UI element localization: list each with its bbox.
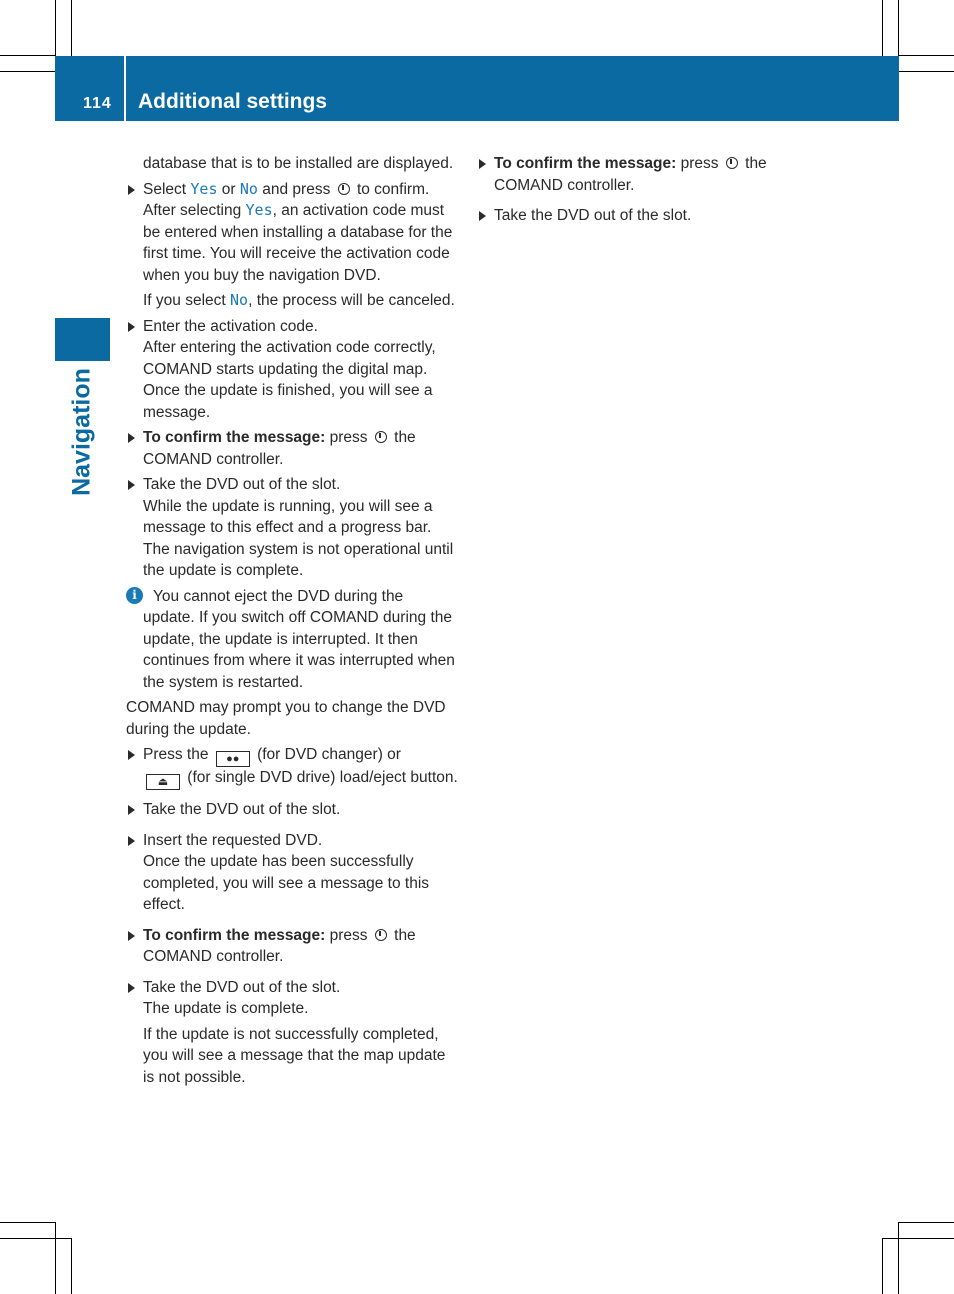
- triangle-bullet-icon: [128, 480, 135, 490]
- step-text: Take the DVD out of the slot.: [494, 207, 692, 224]
- crop-mark: [882, 1238, 883, 1294]
- dvd-changer-button-icon: ●●: [216, 751, 250, 767]
- step-text: the COMAND controller.: [494, 155, 767, 194]
- keyword-yes: Yes: [190, 179, 218, 198]
- info-text: You cannot eject the DVD during the update. If you switch off COMAND during the update, the update is interrupted. It then continues from where it was interrupted when the system is restarted.: [143, 587, 455, 691]
- crop-mark: [55, 0, 56, 56]
- cancel-note: [126, 290, 458, 312]
- crop-mark: [0, 55, 55, 56]
- comand-controller-knob-icon: [726, 157, 738, 169]
- step-result: After entering the activation code correctly, COMAND starts updating the digital map. Once the update is finished, you will see a message.: [143, 339, 436, 421]
- intro-text: database that is to be installed are displayed.: [143, 155, 454, 172]
- step-confirm-message: [126, 427, 458, 470]
- step-result: Once the update has been successfully completed, you will see a message to this effect.: [143, 853, 430, 913]
- crop-mark: [0, 1238, 71, 1239]
- info-note: [126, 586, 458, 694]
- step-bold-label: To confirm the message:: [143, 926, 326, 944]
- step-enter-activation-code: [126, 316, 458, 424]
- step-text: Enter the activation code.: [143, 317, 318, 335]
- crop-mark: [882, 0, 883, 56]
- crop-mark: [55, 1222, 56, 1294]
- step-insert-dvd: [126, 830, 458, 916]
- section-title: Additional settings: [138, 90, 327, 113]
- step-remove-dvd: [126, 474, 458, 582]
- crop-mark: [899, 71, 954, 72]
- side-tab-label: Navigation: [67, 368, 96, 496]
- crop-mark: [899, 1222, 954, 1223]
- crop-mark: [71, 0, 72, 56]
- left-column: [126, 153, 458, 1092]
- step-remove-dvd: [126, 977, 458, 1020]
- crop-mark: [0, 71, 55, 72]
- triangle-bullet-icon: [479, 159, 486, 169]
- step-text: Select: [143, 180, 191, 198]
- step-text: press: [325, 926, 372, 944]
- triangle-bullet-icon: [128, 185, 135, 195]
- crop-mark: [899, 55, 954, 56]
- step-text: (for single DVD drive) load/eject button.: [183, 769, 458, 786]
- step-result: While the update is running, you will see a message to this effect and a progress bar. The navigation system is not operational until the update is complete.: [143, 497, 454, 579]
- triangle-bullet-icon: [128, 805, 135, 815]
- step-press-load-eject: [126, 744, 458, 790]
- triangle-bullet-icon: [128, 433, 135, 443]
- step-text: to confirm.: [352, 180, 430, 198]
- step-text: or: [217, 180, 240, 198]
- step-text: the COMAND controller.: [143, 429, 416, 468]
- step-remove-dvd: [477, 205, 797, 227]
- crop-mark: [71, 1238, 72, 1294]
- header-divider: [124, 56, 126, 121]
- step-select-yes-no: [126, 179, 458, 287]
- triangle-bullet-icon: [128, 750, 135, 760]
- step-text: After selecting: [143, 202, 246, 219]
- step-remove-dvd: [126, 799, 458, 821]
- step-text: and press: [257, 180, 335, 198]
- step-text: Take the DVD out of the slot.: [143, 978, 341, 996]
- crop-mark: [882, 1238, 954, 1239]
- step-confirm-message: [126, 925, 458, 968]
- step-text: , an activation code must be entered when installing a database for the first time. You will receive the activation code when you buy the navigation DVD.: [143, 202, 453, 284]
- keyword-yes: Yes: [245, 201, 273, 219]
- triangle-bullet-icon: [128, 983, 135, 993]
- step-confirm-message: [477, 153, 797, 196]
- step-text: Press the: [143, 746, 213, 763]
- keyword-no: No: [230, 291, 249, 309]
- step-text: press: [325, 429, 372, 446]
- step-text: (for DVD changer) or: [252, 746, 401, 763]
- triangle-bullet-icon: [128, 931, 135, 941]
- info-icon: i: [126, 587, 143, 604]
- step-bold-label: To confirm the message:: [143, 429, 326, 446]
- comand-controller-knob-icon: [375, 431, 387, 443]
- failure-note: If the update is not successfully completed, you will see a message that the map update is not possible.: [143, 1025, 446, 1086]
- side-tab-marker: [55, 318, 110, 361]
- step-text: press: [676, 155, 723, 172]
- note-text: , the process will be canceled.: [248, 292, 455, 309]
- step-text: Take the DVD out of the slot.: [143, 476, 341, 493]
- triangle-bullet-icon: [128, 322, 135, 332]
- right-column: [477, 153, 797, 231]
- triangle-bullet-icon: [128, 836, 135, 846]
- crop-mark: [0, 1222, 55, 1223]
- page-number: 114: [83, 95, 112, 112]
- crop-mark: [898, 1222, 899, 1294]
- triangle-bullet-icon: [479, 211, 486, 221]
- comand-controller-knob-icon: [338, 183, 350, 195]
- note-text: If you select: [143, 292, 231, 309]
- step-text: the COMAND controller.: [143, 926, 416, 965]
- prompt-text: COMAND may prompt you to change the DVD during the update.: [126, 699, 446, 738]
- crop-mark: [898, 0, 899, 56]
- eject-button-icon: ⏏: [146, 774, 180, 790]
- step-text: Insert the requested DVD.: [143, 831, 323, 849]
- keyword-no: No: [239, 179, 258, 198]
- comand-controller-knob-icon: [375, 929, 387, 941]
- step-bold-label: To confirm the message:: [494, 155, 677, 172]
- step-result: The update is complete.: [143, 1000, 309, 1017]
- step-text: Take the DVD out of the slot.: [143, 801, 341, 818]
